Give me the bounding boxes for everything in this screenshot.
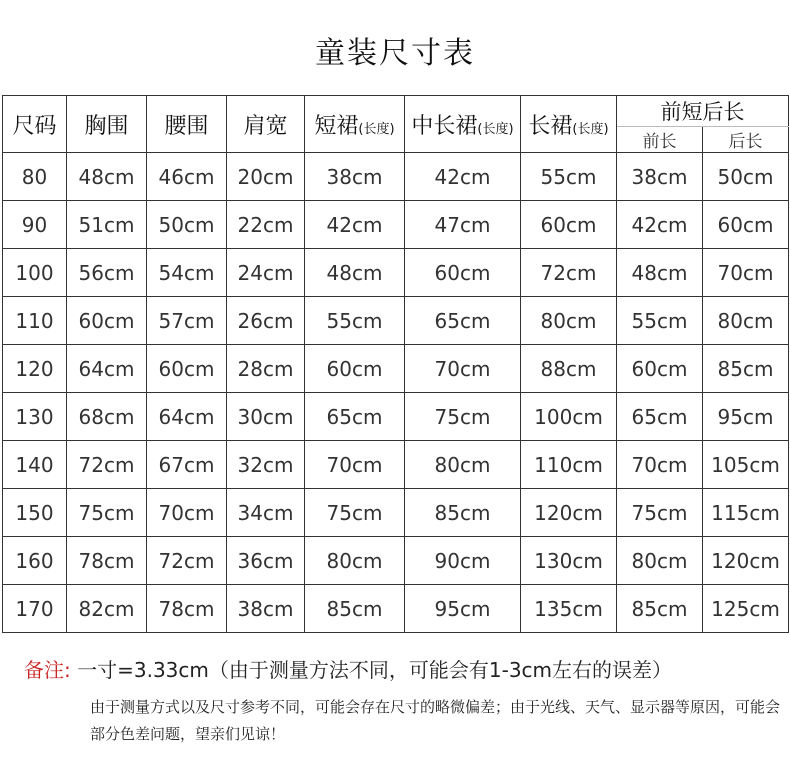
header-shoulder: 肩宽: [227, 96, 305, 153]
cell-chest: 82cm: [67, 585, 147, 633]
header-size: 尺码: [3, 96, 67, 153]
cell-back-length: 80cm: [703, 297, 789, 345]
cell-chest: 56cm: [67, 249, 147, 297]
cell-short-skirt: 42cm: [305, 201, 405, 249]
cell-chest: 78cm: [67, 537, 147, 585]
cell-waist: 64cm: [147, 393, 227, 441]
cell-front-length: 42cm: [617, 201, 703, 249]
cell-mid-skirt: 90cm: [405, 537, 521, 585]
cell-short-skirt: 75cm: [305, 489, 405, 537]
cell-mid-skirt: 47cm: [405, 201, 521, 249]
cell-front-length: 80cm: [617, 537, 703, 585]
header-row: [3, 96, 789, 127]
header-short-skirt: [305, 96, 405, 153]
cell-waist: 72cm: [147, 537, 227, 585]
table-row: [3, 489, 789, 537]
table-row: [3, 153, 789, 201]
cell-size: 130: [3, 393, 67, 441]
header-back-length: 后长: [703, 127, 789, 153]
table-row: [3, 537, 789, 585]
cell-mid-skirt: 80cm: [405, 441, 521, 489]
cell-size: 100: [3, 249, 67, 297]
cell-size: 90: [3, 201, 67, 249]
cell-shoulder: 22cm: [227, 201, 305, 249]
cell-short-skirt: 80cm: [305, 537, 405, 585]
cell-chest: 68cm: [67, 393, 147, 441]
cell-size: 110: [3, 297, 67, 345]
cell-mid-skirt: 65cm: [405, 297, 521, 345]
cell-shoulder: 30cm: [227, 393, 305, 441]
cell-short-skirt: 60cm: [305, 345, 405, 393]
cell-mid-skirt: 42cm: [405, 153, 521, 201]
cell-size: 120: [3, 345, 67, 393]
cell-back-length: 125cm: [703, 585, 789, 633]
header-waist: 腰围: [147, 96, 227, 153]
cell-size: 80: [3, 153, 67, 201]
table-row: [3, 393, 789, 441]
cell-short-skirt: 48cm: [305, 249, 405, 297]
cell-shoulder: 24cm: [227, 249, 305, 297]
cell-mid-skirt: 60cm: [405, 249, 521, 297]
cell-chest: 72cm: [67, 441, 147, 489]
cell-size: 150: [3, 489, 67, 537]
cell-front-length: 65cm: [617, 393, 703, 441]
cell-short-skirt: 65cm: [305, 393, 405, 441]
cell-long-skirt: 88cm: [521, 345, 617, 393]
note-disclaimer: 由于测量方式以及尺寸参考不同，可能会存在尺寸的略微偏差；由于光线、天气、显示器等原因，可能会部分色差问题，望亲们见谅！: [90, 698, 781, 743]
cell-mid-skirt: 95cm: [405, 585, 521, 633]
cell-back-length: 105cm: [703, 441, 789, 489]
header-short-skirt-label: 短裙: [314, 113, 359, 139]
cell-waist: 67cm: [147, 441, 227, 489]
cell-shoulder: 34cm: [227, 489, 305, 537]
header-short-skirt-unit: (长度): [358, 121, 395, 137]
cell-short-skirt: 85cm: [305, 585, 405, 633]
cell-long-skirt: 60cm: [521, 201, 617, 249]
cell-front-length: 55cm: [617, 297, 703, 345]
cell-long-skirt: 135cm: [521, 585, 617, 633]
cell-chest: 60cm: [67, 297, 147, 345]
table-row: [3, 249, 789, 297]
cell-back-length: 70cm: [703, 249, 789, 297]
cell-mid-skirt: 85cm: [405, 489, 521, 537]
cell-size: 140: [3, 441, 67, 489]
cell-waist: 60cm: [147, 345, 227, 393]
cell-long-skirt: 80cm: [521, 297, 617, 345]
cell-short-skirt: 55cm: [305, 297, 405, 345]
cell-shoulder: 20cm: [227, 153, 305, 201]
note-measurement-text: 一寸=3.33cm（由于测量方法不同，可能会有1-3cm左右的误差）: [70, 658, 673, 682]
cell-back-length: 60cm: [703, 201, 789, 249]
cell-front-length: 38cm: [617, 153, 703, 201]
header-long-skirt-label: 长裙: [528, 113, 573, 139]
cell-front-length: 75cm: [617, 489, 703, 537]
size-chart-table: [2, 95, 789, 633]
cell-long-skirt: 110cm: [521, 441, 617, 489]
table-row: [3, 297, 789, 345]
header-mid-skirt-unit: (长度): [477, 121, 514, 137]
cell-front-length: 85cm: [617, 585, 703, 633]
cell-front-length: 48cm: [617, 249, 703, 297]
cell-short-skirt: 70cm: [305, 441, 405, 489]
cell-long-skirt: 100cm: [521, 393, 617, 441]
cell-waist: 54cm: [147, 249, 227, 297]
cell-shoulder: 38cm: [227, 585, 305, 633]
cell-back-length: 95cm: [703, 393, 789, 441]
cell-front-length: 70cm: [617, 441, 703, 489]
header-chest: 胸围: [67, 96, 147, 153]
cell-front-length: 60cm: [617, 345, 703, 393]
cell-back-length: 120cm: [703, 537, 789, 585]
cell-mid-skirt: 75cm: [405, 393, 521, 441]
cell-chest: 75cm: [67, 489, 147, 537]
cell-long-skirt: 130cm: [521, 537, 617, 585]
table-row: [3, 585, 789, 633]
cell-shoulder: 28cm: [227, 345, 305, 393]
header-front-length: 前长: [617, 127, 703, 153]
cell-shoulder: 36cm: [227, 537, 305, 585]
cell-waist: 50cm: [147, 201, 227, 249]
note-measurement: [24, 654, 672, 683]
cell-waist: 57cm: [147, 297, 227, 345]
table-row: [3, 345, 789, 393]
cell-shoulder: 32cm: [227, 441, 305, 489]
header-long-skirt: [521, 96, 617, 153]
cell-chest: 64cm: [67, 345, 147, 393]
cell-size: 170: [3, 585, 67, 633]
header-mid-skirt: [405, 96, 521, 153]
cell-mid-skirt: 70cm: [405, 345, 521, 393]
header-mid-skirt-label: 中长裙: [411, 113, 478, 139]
cell-back-length: 50cm: [703, 153, 789, 201]
cell-short-skirt: 38cm: [305, 153, 405, 201]
table-row: [3, 201, 789, 249]
cell-back-length: 115cm: [703, 489, 789, 537]
header-front-short-back-long: 前短后长: [617, 96, 789, 127]
cell-waist: 78cm: [147, 585, 227, 633]
table-row: [3, 441, 789, 489]
header-long-skirt-unit: (长度): [572, 121, 609, 137]
cell-waist: 70cm: [147, 489, 227, 537]
note-label: 备注:: [24, 658, 71, 682]
cell-long-skirt: 120cm: [521, 489, 617, 537]
cell-size: 160: [3, 537, 67, 585]
cell-back-length: 85cm: [703, 345, 789, 393]
cell-long-skirt: 55cm: [521, 153, 617, 201]
page-title: 童装尺寸表: [315, 36, 475, 71]
cell-chest: 51cm: [67, 201, 147, 249]
cell-waist: 46cm: [147, 153, 227, 201]
cell-shoulder: 26cm: [227, 297, 305, 345]
cell-chest: 48cm: [67, 153, 147, 201]
cell-long-skirt: 72cm: [521, 249, 617, 297]
